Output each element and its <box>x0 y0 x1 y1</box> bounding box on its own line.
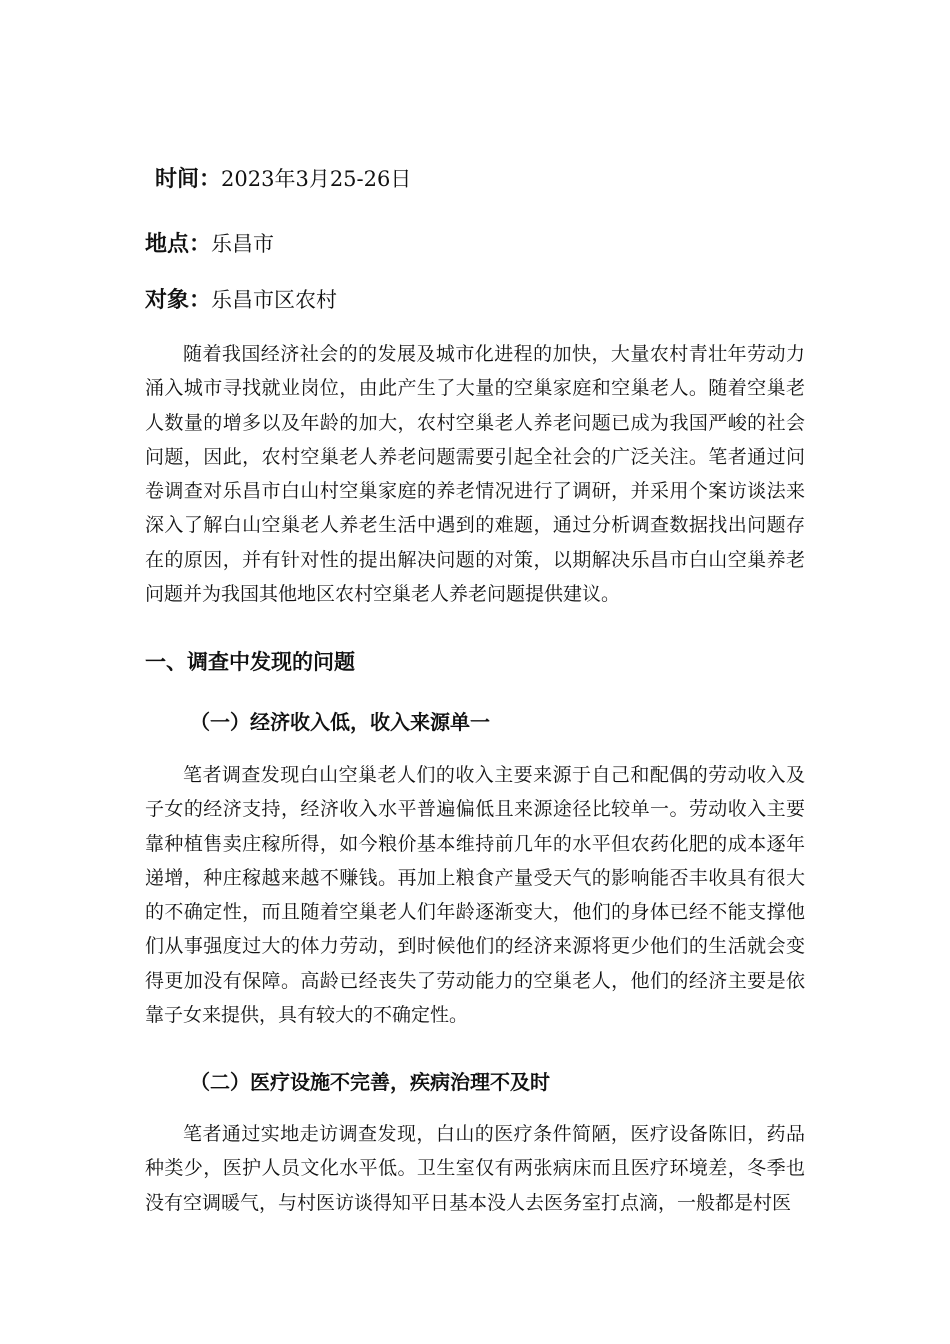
income-paragraph: 笔者调查发现白山空巢老人们的收入主要来源于自己和配偶的劳动收入及子女的经济支持，经济收入水平普遍偏低且来源途径比较单一。劳动收入主要靠种植售卖庄稼所得，如今粮价基本维持前几年的水平但农药化肥的成本逐年递增，种庄稼越来越不赚钱。再加上粮食产量受天气的影响能否丰收具有很大的不确定性，而且随着空巢老人们年龄逐渐变大，他们的身体已经不能支撑他们从事强度过大的体力劳动，到时候他们的经济来源将更少他们的生活就会变得更加没有保障。高龄已经丧失了劳动能力的空巢老人，他们的经济主要是依靠子女来提供，具有较大的不确定性。 <box>145 764 805 1027</box>
meta-place <box>145 230 274 259</box>
intro-paragraph: 随着我国经济社会的的发展及城市化进程的加快，大量农村青壮年劳动力涌入城市寻找就业岗位，由此产生了大量的空巢家庭和空巢老人。随着空巢老人数量的增多以及年龄的加大，农村空巢老人养老问题已成为我国严峻的社会问题，因此，农村空巢老人养老问题需要引起全社会的广泛关注。笔者通过问卷调查对乐昌市白山村空巢家庭的养老情况进行了调研，并采用个案访谈法来深入了解白山空巢老人养老生活中遇到的难题，通过分析调查数据找出问题存在的原因，并有针对性的提出解决问题的对策，以期解决乐昌市白山空巢养老问题并为我国其他地区农村空巢老人养老问题提供建议。 <box>145 343 805 606</box>
object-label: 对象： <box>145 288 212 313</box>
place-label: 地点： <box>145 232 212 257</box>
section-heading-problems: 一、调查中发现的问题 <box>145 650 355 674</box>
meta-time <box>155 165 411 194</box>
place-value: 乐昌市 <box>211 232 275 256</box>
time-label: 时间： <box>155 167 222 192</box>
object-value: 乐昌市区农村 <box>211 288 338 312</box>
medical-paragraph: 笔者通过实地走访调查发现，白山的医疗条件简陋，医疗设备陈旧，药品种类少，医护人员文化水平低。卫生室仅有两张病床而且医疗环境差，冬季也没有空调暖气，与村医访谈得知平日基本没人去医务室打点滴，一般都是村医 <box>145 1123 805 1214</box>
meta-object <box>145 286 337 315</box>
time-value: 2023年3月25-26日 <box>221 167 412 191</box>
subsection-heading-income: （一）经济收入低，收入来源单一 <box>190 710 490 734</box>
subsection-heading-medical: （二）医疗设施不完善，疾病治理不及时 <box>190 1070 550 1094</box>
